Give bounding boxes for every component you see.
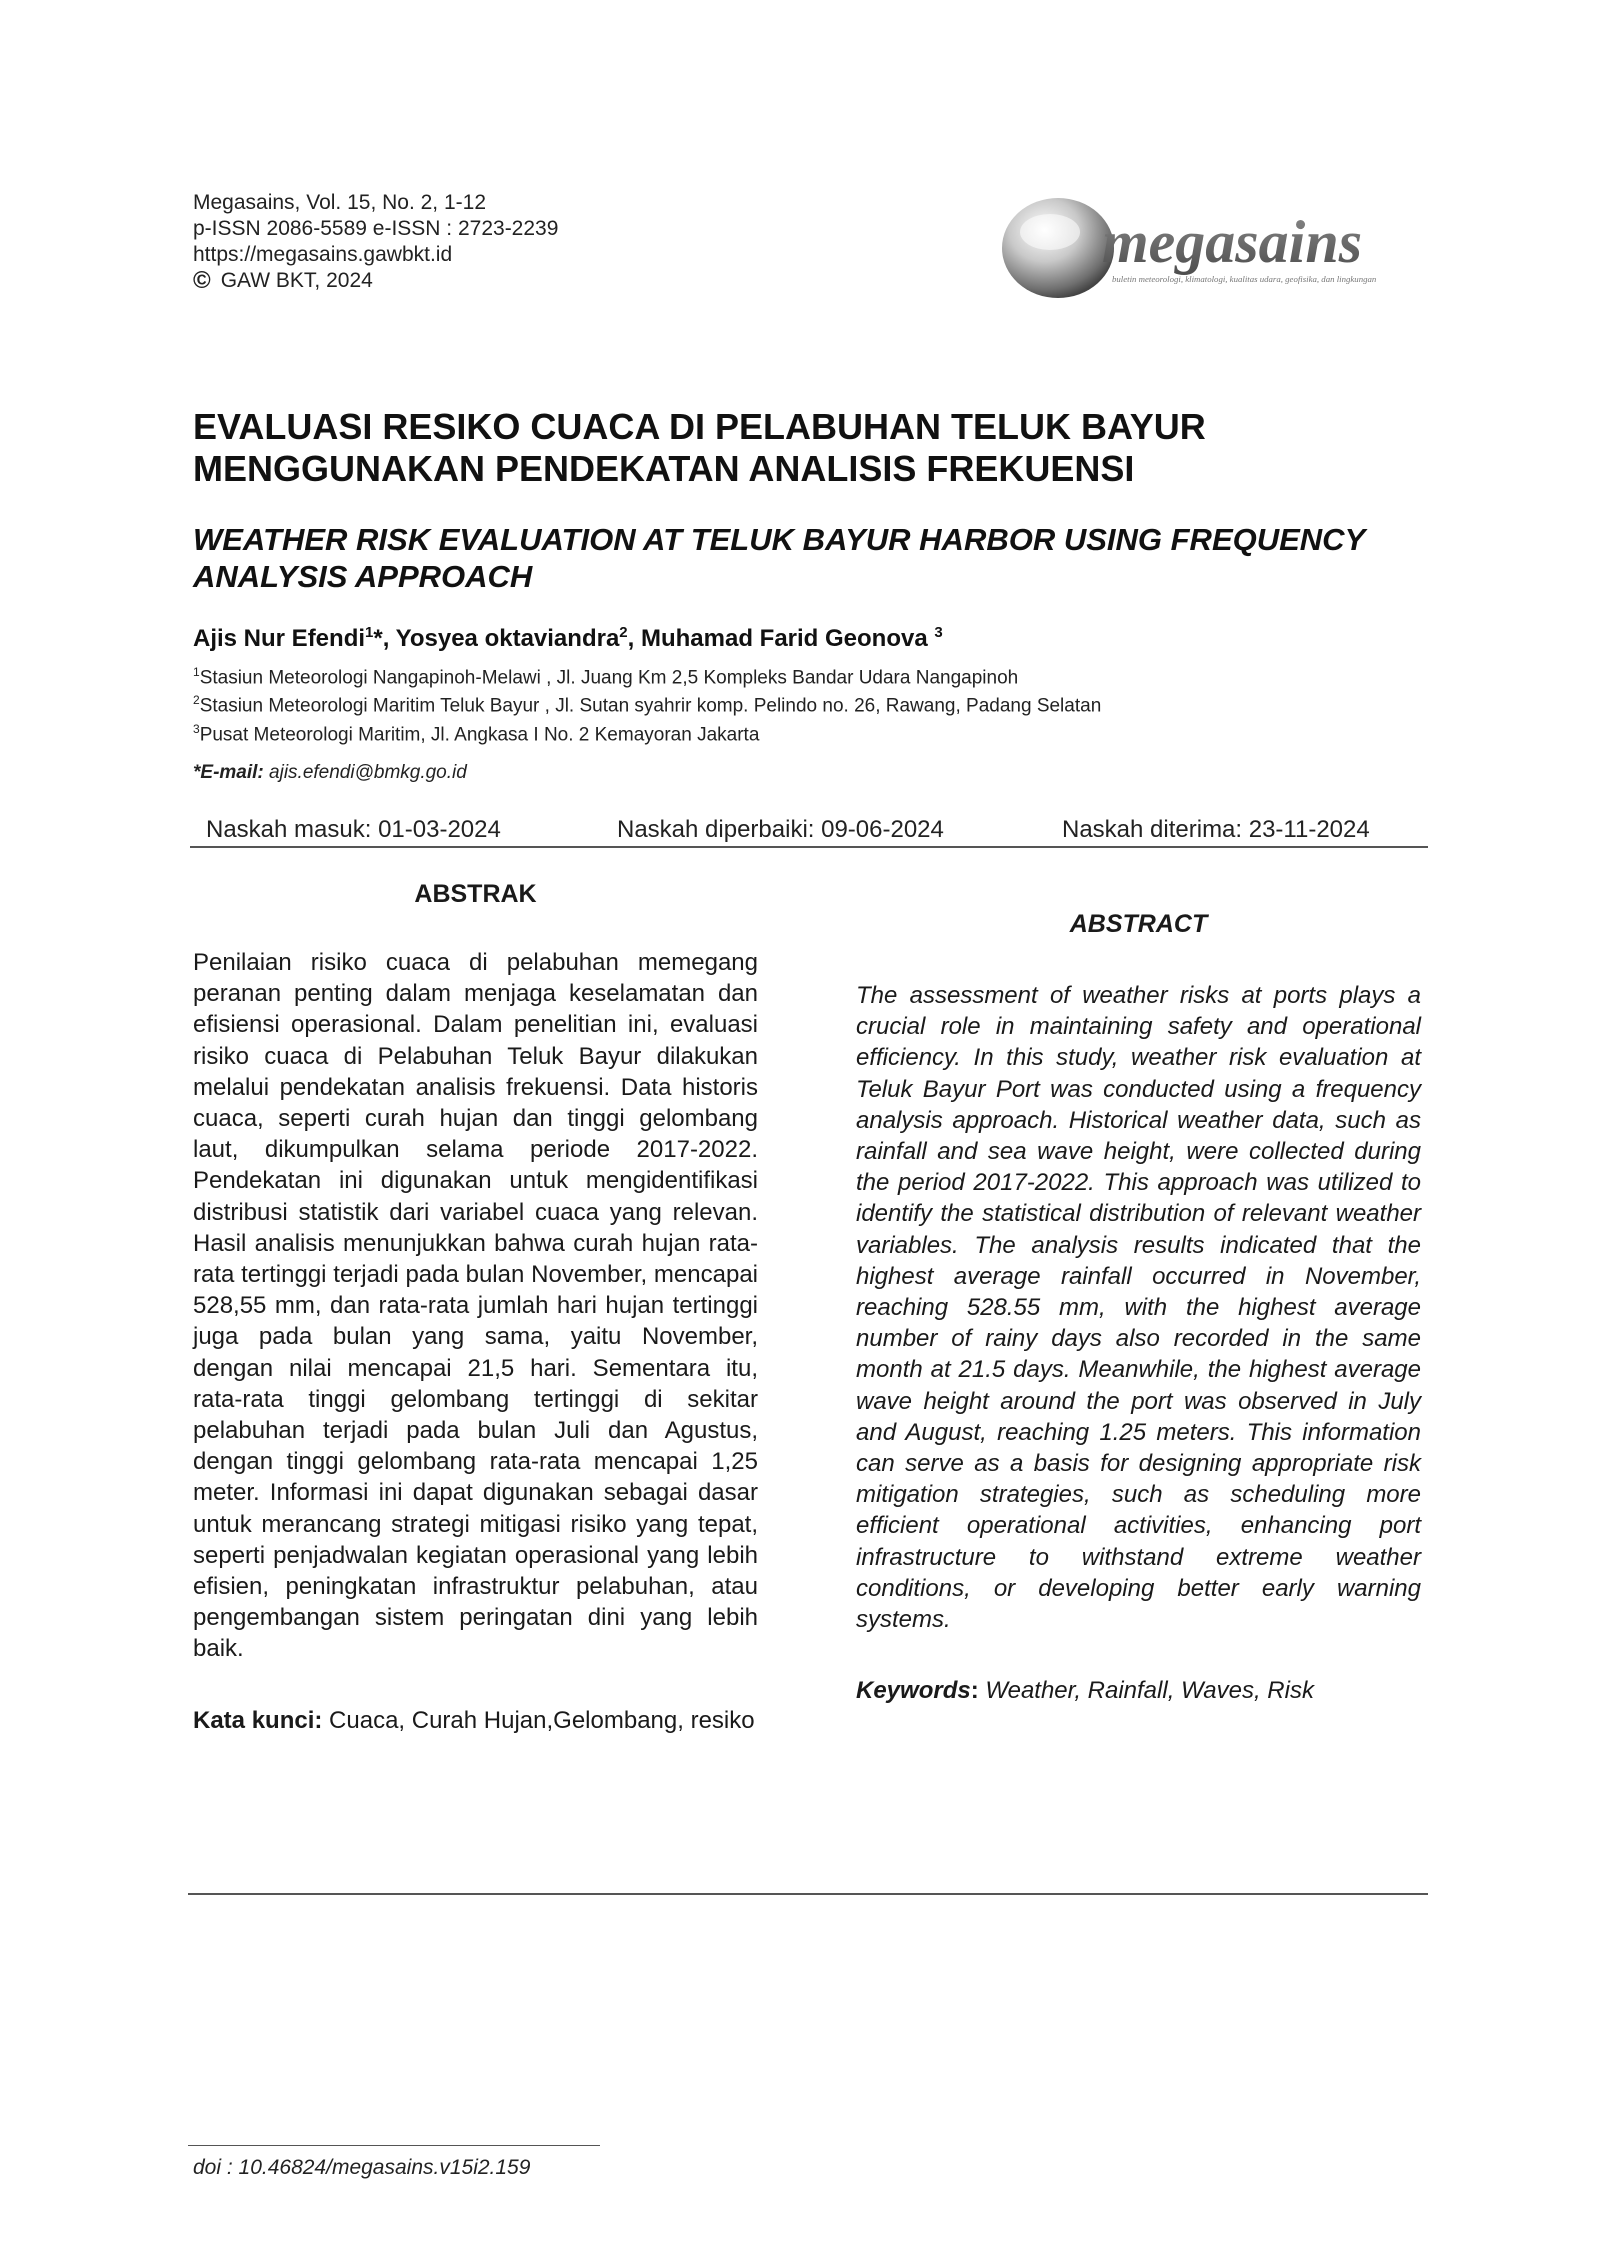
abstract-section (856, 910, 1421, 1706)
affiliation-1: $^1$Stasiun Meteorologi Nangapinoh-Melawi , Jl. Juang Km 2,5 Kompleks Bandar Udara Nangapinoh (193, 665, 1019, 689)
journal-url[interactable]: https://megasains.gawbkt.id (193, 243, 453, 266)
abstract-heading: ABSTRACT (1069, 910, 1208, 938)
corresponding-mark: * (373, 625, 383, 652)
logo-wordmark: megasains (1102, 209, 1363, 275)
affiliation-2: $^2$Stasiun Meteorologi Maritim Teluk Bayur , Jl. Sutan syahrir komp. Pelindo no. 26, Rawang, Padang Selatan (193, 693, 1102, 717)
author-2: Yosyea oktaviandra (395, 625, 620, 652)
journal-meta (193, 190, 558, 294)
abstrak-section (193, 880, 758, 1736)
date-accepted: Naskah diterima: 23-11-2024 (1062, 816, 1370, 843)
date-received: Naskah masuk: 01-03-2024 (206, 816, 501, 843)
megasains-logo (1000, 190, 1490, 300)
doi-footnote[interactable]: doi : 10.46824/megasains.v15i2.159 (193, 2156, 531, 2179)
abstrak-heading: ABSTRAK (414, 880, 537, 908)
abstrak-body: Penilaian risiko cuaca di pelabuhan memegang peranan penting dalam menjaga keselamatan dan efisiensi operasional. Dalam penelitian ini, evaluasi risiko cuaca di Pelabuhan Teluk Bayur dilakukan melalui pendekatan analisis frekuensi. Data historis cuaca, seperti curah hujan dan tinggi gelombang laut, dikumpulkan selama periode 2017-2022. Pendekatan ini digunakan untuk mengidentifikasi distribusi statistik dari variabel cuaca yang relevan. Hasil analisis menunjukkan bahwa curah hujan rata-rata tertinggi terjadi pada bulan November, mencapai 528,55 mm, dan rata-rata jumlah hari hujan tertinggi juga pada bulan yang sama, yaitu November, dengan nilai mencapai 21,5 hari. Sementara itu, rata-rata tinggi gelombang tertinggi di sekitar pelabuhan terjadi pada bulan Juli dan Agustus, dengan tinggi gelombang rata-rata mencapai 1,25 meter. Informasi ini dapat digunakan sebagai dasar untuk merancang strategi mitigasi risiko yang tepat, seperti penjadwalan kegiatan operasional yang lebih efisien, peningkatan infrastruktur pelabuhan, atau pengembangan sistem peringatan dini yang lebih baik. (193, 949, 758, 1663)
author-3: Muhamad Farid Geonova (640, 625, 935, 652)
title-english: WEATHER RISK EVALUATION AT TELUK BAYUR HARBOR USING FREQUENCY ANALYSIS APPROACH (193, 522, 1365, 594)
kata-kunci-label: Kata kunci: (193, 1706, 323, 1734)
author-2-affil: 2 (619, 624, 628, 641)
footnote-rule (188, 2145, 600, 2146)
title-indonesian: EVALUASI RESIKO CUACA DI PELABUHAN TELUK BAYUR MENGGUNAKAN PENDEKATAN ANALISIS FREKUENSI (193, 406, 1206, 489)
journal-issn: p-ISSN 2086-5589 e-ISSN : 2723-2239 (193, 217, 559, 240)
copyright-line (193, 268, 558, 294)
journal-citation: Megasains, Vol. 15, No. 2, 1-12 (193, 191, 487, 214)
keywords-label: Keywords (856, 1677, 971, 1705)
keywords-values: Weather, Rainfall, Waves, Risk (978, 1677, 1314, 1705)
author-1: Ajis Nur Efendi (193, 625, 366, 652)
megasains-logo-graphic (1000, 190, 1490, 300)
email-label: *E-mail: (193, 762, 264, 783)
date-revised: Naskah diperbaiki: 09-06-2024 (617, 816, 944, 843)
author-1-affil: 1 (365, 624, 374, 641)
kata-kunci-values: Cuaca, Curah Hujan,Gelombang, resiko (322, 1706, 755, 1734)
section-divider (188, 1893, 1428, 1895)
corresponding-email (193, 762, 467, 784)
author-list: Ajis Nur Efendi$^1$*, Yosyea oktaviandra$^2$, Muhamad Farid Geonova $^3$ (193, 624, 943, 652)
keywords: Keywords: Weather, Rainfall, Waves, Risk (856, 1677, 1314, 1705)
affiliation-3: $^3$Pusat Meteorologi Maritim, Jl. Angkasa I No. 2 Kemayoran Jakarta (193, 721, 760, 745)
abstract-body: The assessment of weather risks at ports plays a crucial role in maintaining safety and operational efficiency. In this study, weather risk evaluation at Teluk Bayur Port was conducted using a frequency analysis approach. Historical weather data, such as rainfall and sea wave height, were collected during the period 2017-2022. This approach was utilized to identify the statistical distribution of relevant weather variables. The analysis results indicated that the highest average rainfall occurred in November, reaching 528.55 mm, with the highest average number of rainy days also recorded in the same month at 21.5 days. Meanwhile, the highest average wave height around the port was observed in July and August, reaching 1.25 meters. This information can serve as a basis for designing appropriate risk mitigation strategies, such as scheduling more efficient operational activities, enhancing port infrastructure to withstand extreme weather conditions, or developing better early warning systems. (856, 982, 1421, 1634)
copyright-icon: © (193, 267, 211, 294)
manuscript-dates (190, 814, 1428, 848)
copyright-holder: GAW BKT, 2024 (220, 269, 373, 292)
author-3-affil: 3 (934, 624, 943, 641)
email-address[interactable]: ajis.efendi@bmkg.go.id (263, 762, 467, 783)
affiliation-list (193, 661, 1101, 746)
logo-tagline: buletin meteorologi, klimatologi, kualitas udara, geofisika, dan lingkungan (1112, 274, 1377, 284)
kata-kunci (193, 1705, 758, 1736)
